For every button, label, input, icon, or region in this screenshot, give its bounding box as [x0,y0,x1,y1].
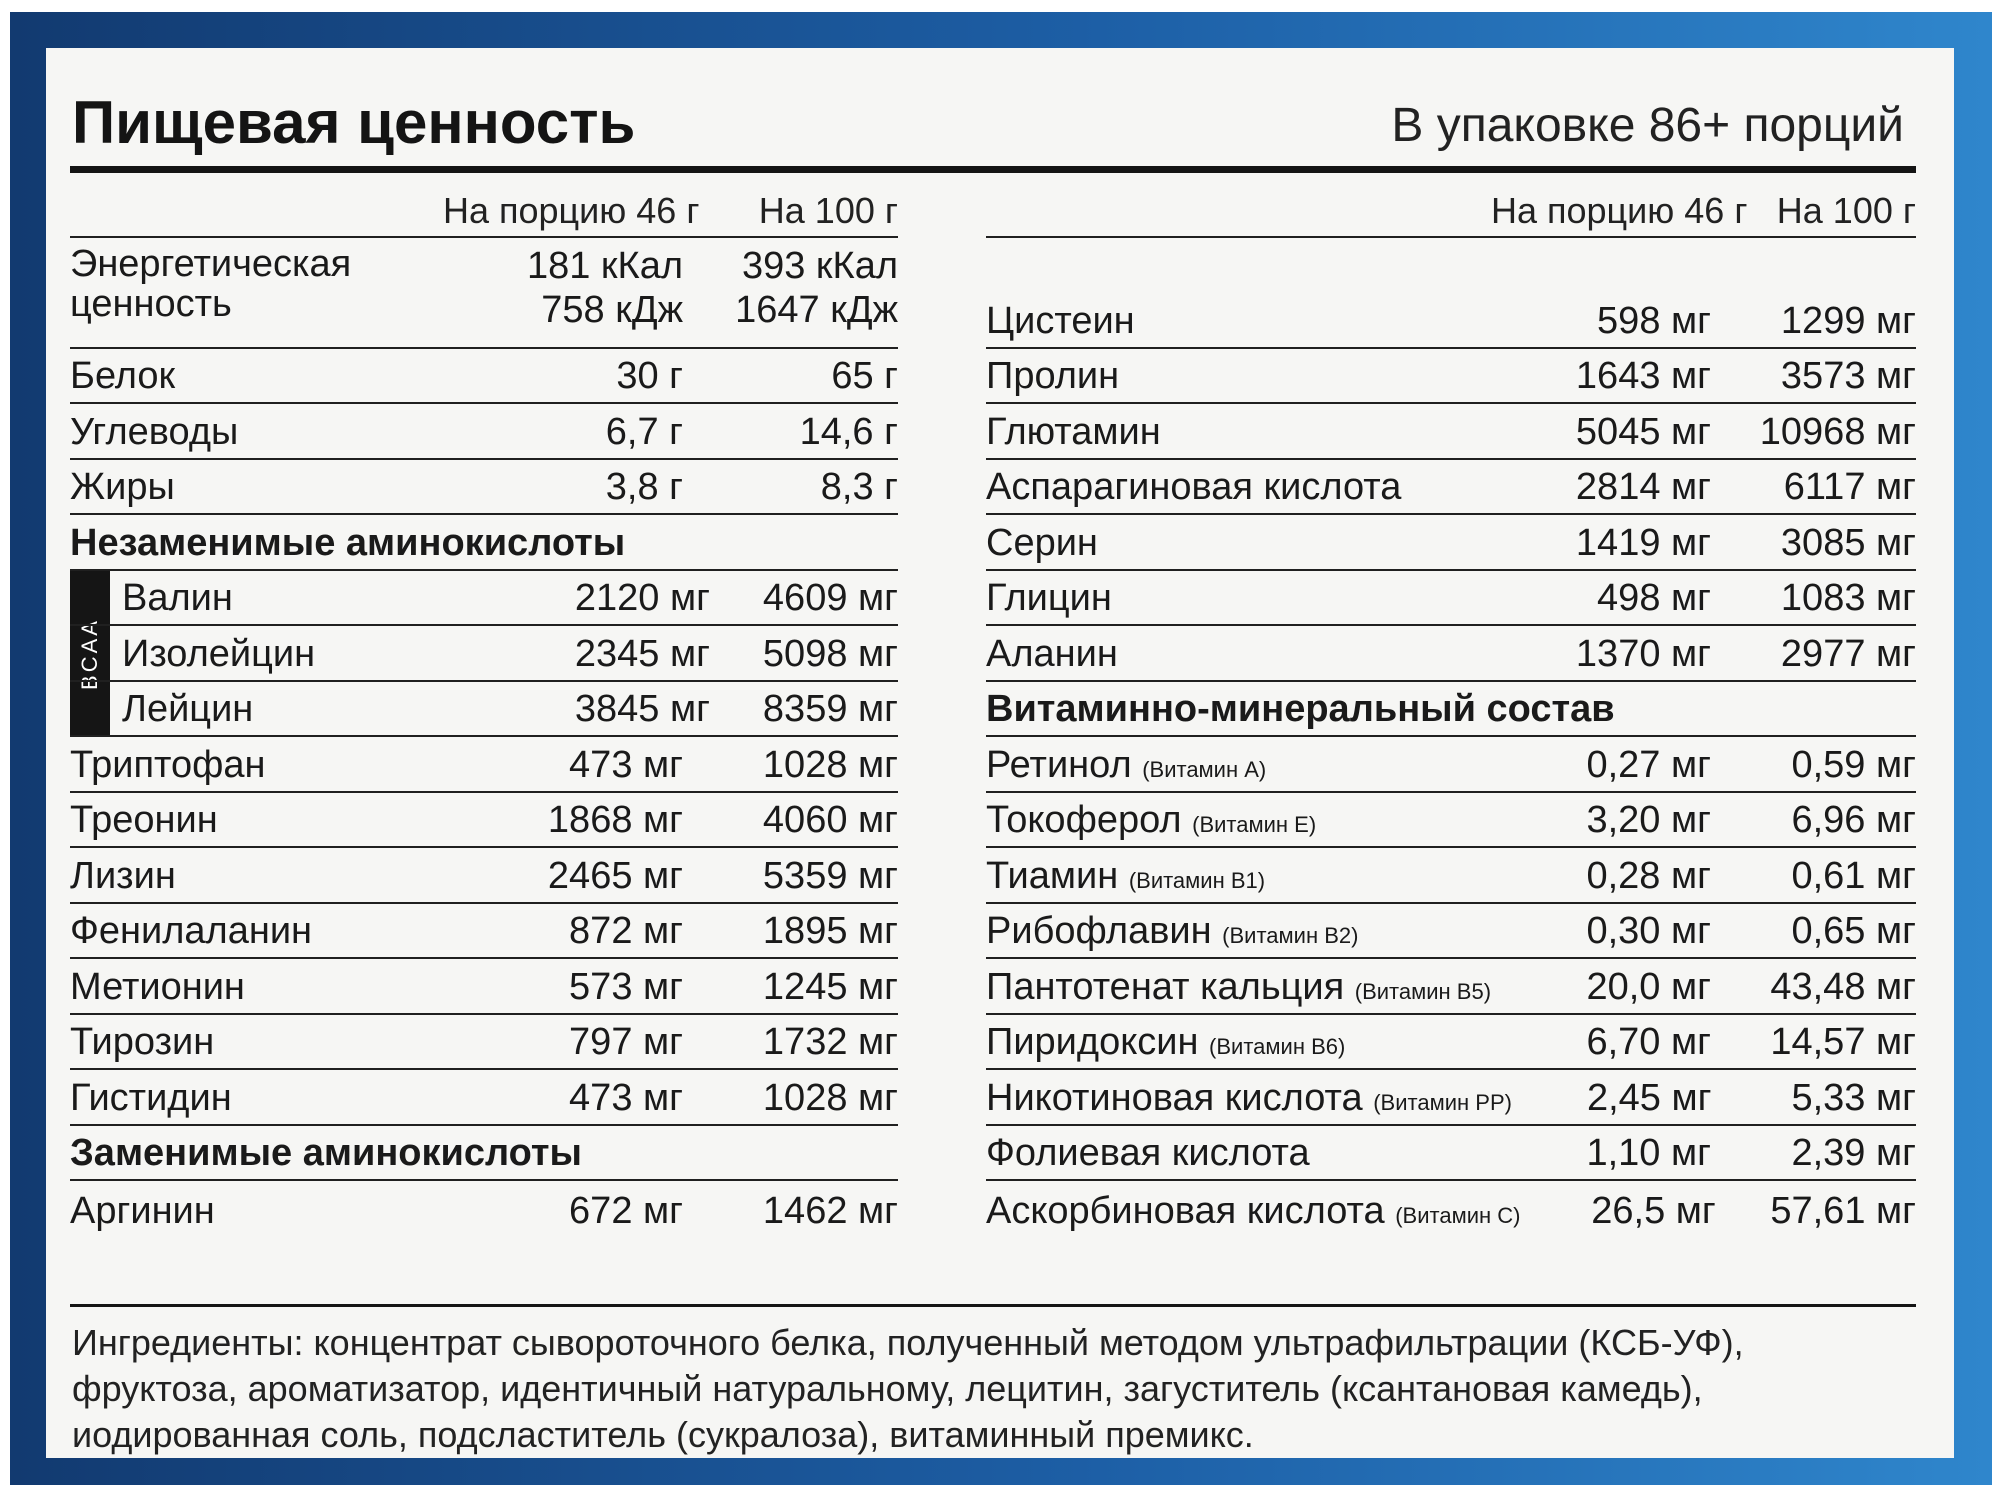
value-per-100: 5098 мг [762,632,898,675]
right-table [986,182,1916,1237]
ingredients-text: Ингредиенты: концентрат сывороточного белка, полученный методом ультрафильтрации (КСБ-УФ), фруктоза, ароматизатор, идентичный натуральному, лецитин, загуститель (ксантановая камедь), иодированная соль, подсластитель (сукралоза), витаминный премикс. [72,1322,1744,1455]
right-spacer [986,238,1916,294]
nutrient-label: Треонин [70,799,218,841]
value-per-serving: 6,7 г [605,410,683,453]
nonessential-section-row [70,1126,898,1182]
value-per-100: 2977 мг [1780,632,1916,675]
nutrient-name [986,1077,1512,1124]
nutrient-name [70,855,483,902]
value-per-serving: 2120 мг [574,577,710,619]
value-per-serving: 2345 мг [574,632,710,675]
value-per-100: 5,33 мг [1791,1076,1916,1119]
vitamin-note: (Витамин В2) [1222,923,1359,948]
table-row [70,1070,898,1126]
nutrient-name [70,799,483,846]
value-per-serving: 797 мг [569,1021,683,1063]
nutrient-name [986,577,1511,624]
value-per-serving: 1868 мг [547,799,683,841]
value-per-serving: 1419 мг [1575,521,1711,564]
table-row [70,793,898,849]
nutrient-label: Валин [122,577,233,619]
value-per-100: 0,65 мг [1791,910,1916,952]
energy-row [70,238,898,349]
nonessential-section-title: Заменимые аминокислоты [70,1132,582,1174]
energy-kj-100: 1647 кДж [735,288,898,331]
label-title: Пищевая ценность [72,89,636,156]
servings-count: В упаковке 86+ порций [1391,99,1904,152]
nutrient-label: Лейцин [122,688,254,730]
value-per-serving: 3845 мг [574,688,710,730]
nutrient-name [70,355,483,402]
nutrient-label: Глютамин [986,410,1161,453]
table-row [70,349,898,405]
value-per-100: 4060 мг [762,799,898,841]
table-row [986,571,1916,627]
value-per-100: 2,39 мг [1791,1132,1916,1174]
energy-name-line1: Энергетическая [70,242,352,285]
vitamin-note: (Витамин Е) [1192,812,1317,837]
value-per-100: 14,57 мг [1770,1021,1916,1063]
table-row [986,904,1916,960]
bcaa-group [70,571,898,738]
nutrient-label: Тиамин [986,854,1119,897]
nutrient-label: Гистидин [70,1076,232,1119]
nutrient-name [70,633,535,680]
table-row [986,626,1916,682]
value-per-serving: 2814 мг [1575,466,1711,508]
nutrient-label: Аскорбиновая кислота [986,1189,1385,1232]
value-per-serving: 473 мг [569,1076,683,1119]
nutrient-name [986,744,1511,791]
nutrient-label: Ретинол [986,743,1132,786]
value-per-serving: 2,45 мг [1586,1076,1712,1119]
nutrient-name [986,1190,1520,1237]
title-divider [70,166,1916,173]
energy-per-serving [483,238,683,347]
nutrient-name [70,1190,483,1237]
value-per-100: 3085 мг [1780,521,1916,564]
nutrient-label: Изолейцин [122,632,316,675]
table-row [70,1015,898,1071]
nutrition-label [46,48,1954,1458]
value-per-serving: 672 мг [569,1189,683,1232]
nutrient-name [70,411,483,458]
nutrient-label: Аспарагиновая кислота [986,466,1402,508]
nutrient-label: Серин [986,521,1098,564]
value-per-100: 6117 мг [1783,466,1916,508]
essential-section-row [70,515,898,571]
value-per-serving: 0,28 мг [1586,854,1711,897]
nutrient-label: Фенилаланин [70,910,313,952]
table-row [986,1126,1916,1182]
nutrient-name [70,966,483,1013]
table-row [986,349,1916,405]
nutrient-name [986,910,1511,957]
value-per-100: 65 г [831,355,898,397]
nutrient-label: Тирозин [70,1021,215,1063]
table-row [986,1015,1916,1071]
nutrient-label: Рибофлавин [986,910,1212,952]
nutrient-name [70,1077,483,1124]
value-per-serving: 30 г [616,355,683,397]
nutrient-label: Глицин [986,577,1112,619]
nutrient-label: Жиры [70,466,175,508]
vitamins-section-title: Витаминно-минеральный состав [986,688,1615,730]
value-per-100: 1245 мг [762,965,898,1008]
header-per-100: На 100 г [758,189,898,231]
nutrient-label: Цистеин [986,299,1135,342]
value-per-100: 3573 мг [1780,355,1916,397]
vitamin-note: (Витамин В5) [1354,978,1492,1004]
value-per-100: 0,59 мг [1791,743,1916,786]
bcaa-label: BCAA [77,617,103,690]
energy-name-line2: ценность [70,282,232,325]
bottom-divider [70,1304,1916,1307]
table-row [986,404,1916,460]
table-row [70,404,898,460]
table-row [986,848,1916,904]
value-per-100: 43,48 мг [1770,965,1916,1008]
energy-kj-serving: 758 кДж [541,288,683,331]
value-per-serving: 5045 мг [1575,410,1711,453]
value-per-100: 57,61 мг [1770,1189,1916,1232]
nutrient-name [986,522,1511,569]
value-per-100: 1028 мг [762,1076,898,1119]
left-header-row [70,182,898,238]
nutrient-label: Углеводы [70,410,239,453]
value-per-100: 4609 мг [762,577,898,619]
value-per-serving: 598 мг [1597,299,1711,342]
value-per-100: 8,3 г [820,466,898,508]
table-row [70,737,898,793]
value-per-100: 6,96 мг [1791,799,1916,841]
nutrient-name [986,411,1511,458]
value-per-100: 5359 мг [762,854,898,897]
value-per-100: 10968 мг [1759,410,1916,453]
value-per-100: 1028 мг [762,743,898,786]
nutrient-name [986,300,1511,347]
header-per-serving: На порцию 46 г [443,189,700,231]
nutrient-label: Триптофан [70,743,266,786]
energy-kcal-100: 393 кКал [741,244,898,287]
table-row [70,848,898,904]
table-row [70,571,898,627]
value-per-100: 1895 мг [762,910,898,952]
value-per-100: 8359 мг [762,688,898,730]
nutrient-name [70,466,483,513]
nutrient-name [986,633,1511,680]
header-per-100: На 100 г [1776,189,1916,231]
nutrient-name [986,355,1511,402]
nutrient-label: Аланин [986,632,1118,675]
table-row [986,737,1916,793]
nutrient-name [70,688,535,735]
nutrient-label: Аргинин [70,1189,215,1232]
table-row [986,1181,1916,1237]
essential-section-title: Незаменимые аминокислоты [70,521,626,564]
value-per-serving: 26,5 мг [1591,1189,1716,1232]
table-row [986,1070,1916,1126]
energy-name [70,238,483,347]
value-per-100: 14,6 г [799,410,898,453]
table-row [986,515,1916,571]
nutrient-label: Метионин [70,965,245,1008]
nutrient-label: Фолиевая кислота [986,1132,1310,1174]
value-per-serving: 1,10 мг [1586,1132,1711,1174]
value-per-serving: 498 мг [1597,577,1711,619]
table-row [986,460,1916,516]
value-per-serving: 2465 мг [547,854,683,897]
value-per-100: 0,61 мг [1791,854,1916,897]
value-per-serving: 3,8 г [605,466,683,508]
table-row [986,293,1916,349]
nutrient-name [70,1021,483,1068]
left-table [70,182,898,1237]
value-per-serving: 1370 мг [1575,632,1711,675]
vitamin-note: (Витамин А) [1142,756,1267,782]
value-per-serving: 0,30 мг [1586,910,1711,952]
value-per-serving: 3,20 мг [1586,799,1711,841]
table-row [70,959,898,1015]
nutrient-label: Пиридоксин [986,1021,1199,1063]
nutrient-label: Никотиновая кислота [986,1076,1363,1119]
value-per-100: 1462 мг [762,1189,898,1232]
table-row [70,460,898,516]
nutrient-name [986,466,1511,513]
value-per-serving: 473 мг [569,743,683,786]
table-row [70,904,898,960]
vitamin-note: (Витамин С) [1395,1202,1521,1228]
value-per-serving: 573 мг [569,965,683,1008]
nutrient-label: Токоферол [986,799,1182,841]
value-per-100: 1732 мг [762,1021,898,1063]
nutrient-name [986,855,1511,902]
value-per-serving: 0,27 мг [1586,743,1711,786]
vitamin-note: (Витамин В6) [1209,1034,1346,1059]
table-row [70,682,898,738]
vitamin-note: (Витамин В1) [1128,867,1266,893]
value-per-serving: 1643 мг [1575,355,1711,397]
header-spacer [70,232,483,236]
header-spacer [986,232,1491,236]
value-per-serving: 20,0 мг [1586,965,1711,1008]
nutrient-name [70,577,535,624]
nutrient-name [986,1021,1511,1068]
value-per-serving: 6,70 мг [1586,1021,1711,1063]
nutrient-label: Лизин [70,854,176,897]
table-row [986,793,1916,849]
nutrient-name [70,744,483,791]
energy-kcal-serving: 181 кКал [526,244,683,287]
nutrient-name [986,966,1511,1013]
nutrient-name [70,910,483,957]
energy-per-100 [683,238,898,347]
vitamins-section-row [986,682,1916,738]
nutrient-label: Пантотенат кальция [986,965,1345,1008]
value-per-serving: 872 мг [569,910,683,952]
value-per-100: 1299 мг [1780,299,1916,342]
right-header-row [986,182,1916,238]
table-row [986,959,1916,1015]
nutrient-label: Пролин [986,355,1120,397]
table-row [70,1181,898,1237]
value-per-100: 1083 мг [1780,577,1916,619]
header-per-serving: На порцию 46 г [1491,189,1748,231]
nutrient-name [986,799,1511,846]
nutrient-name [986,1132,1511,1179]
nutrient-label: Белок [70,355,176,397]
table-row [70,626,898,682]
vitamin-note: (Витамин РР) [1373,1089,1512,1115]
